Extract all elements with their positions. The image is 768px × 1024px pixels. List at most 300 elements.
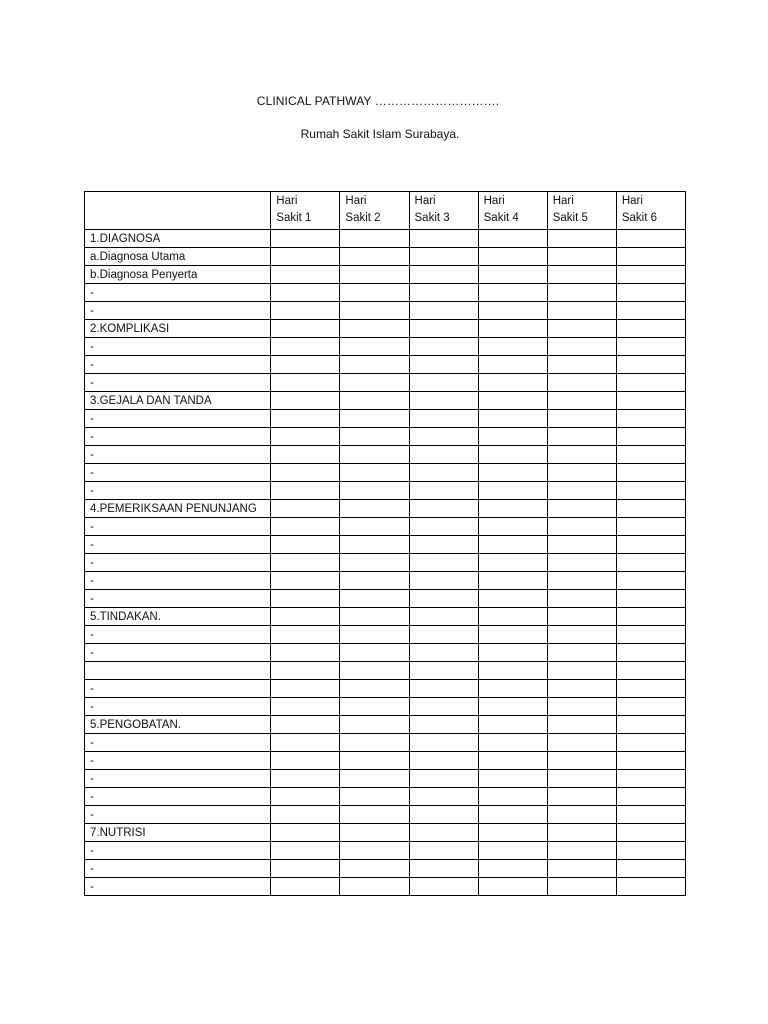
day-2-cell[interactable] (340, 878, 409, 896)
day-1-cell[interactable] (271, 428, 340, 446)
day-1-cell[interactable] (271, 284, 340, 302)
day-4-cell[interactable] (478, 554, 547, 572)
day-4-cell[interactable] (478, 482, 547, 500)
day-6-cell[interactable] (616, 248, 685, 266)
table-row (85, 356, 686, 374)
day-5-cell[interactable] (547, 716, 616, 734)
row-label: 1.DIAGNOSA (85, 230, 271, 248)
day-6-cell[interactable] (616, 788, 685, 806)
table-row (85, 320, 686, 338)
row-label: - (85, 338, 271, 356)
row-label: - (85, 554, 271, 572)
day-4-cell[interactable] (478, 536, 547, 554)
day-1-cell[interactable] (271, 374, 340, 392)
day-3-cell[interactable] (409, 788, 478, 806)
day-3-cell[interactable] (409, 698, 478, 716)
day-1-cell[interactable] (271, 320, 340, 338)
table-row (85, 716, 686, 734)
day-4-cell[interactable] (478, 284, 547, 302)
day-1-cell[interactable] (271, 500, 340, 518)
row-label: 7.NUTRISI (85, 824, 271, 842)
day-1-cell[interactable] (271, 482, 340, 500)
day-2-cell[interactable] (340, 248, 409, 266)
day-6-cell[interactable] (616, 518, 685, 536)
table-row (85, 878, 686, 896)
day-2-cell[interactable] (340, 302, 409, 320)
day-6-cell[interactable] (616, 806, 685, 824)
day-4-cell[interactable] (478, 680, 547, 698)
day-5-cell[interactable] (547, 446, 616, 464)
day-6-cell[interactable] (616, 356, 685, 374)
day-4-cell[interactable] (478, 500, 547, 518)
day-4-cell[interactable] (478, 230, 547, 248)
table-row (85, 734, 686, 752)
day-1-cell[interactable] (271, 518, 340, 536)
day-2-cell[interactable] (340, 680, 409, 698)
day-5-cell[interactable] (547, 752, 616, 770)
row-label: - (85, 752, 271, 770)
table-row (85, 752, 686, 770)
header-day-6-line2: Sakit 6 (621, 212, 658, 224)
day-6-cell[interactable] (616, 410, 685, 428)
day-5-cell[interactable] (547, 266, 616, 284)
day-2-cell[interactable] (340, 662, 409, 680)
day-2-cell[interactable] (340, 446, 409, 464)
clinical-pathway-table (84, 191, 686, 896)
row-label: - (85, 770, 271, 788)
row-label: - (85, 860, 271, 878)
day-1-cell[interactable] (271, 806, 340, 824)
day-5-cell[interactable] (547, 338, 616, 356)
day-2-cell[interactable] (340, 860, 409, 878)
table-row (85, 590, 686, 608)
row-label: - (85, 644, 271, 662)
day-5-cell[interactable] (547, 788, 616, 806)
day-5-cell[interactable] (547, 590, 616, 608)
day-3-cell[interactable] (409, 644, 478, 662)
day-4-cell[interactable] (478, 878, 547, 896)
day-5-cell[interactable] (547, 608, 616, 626)
day-2-cell[interactable] (340, 572, 409, 590)
day-4-cell[interactable] (478, 392, 547, 410)
day-3-cell[interactable] (409, 446, 478, 464)
day-5-cell[interactable] (547, 356, 616, 374)
row-label: b.Diagnosa Penyerta (85, 266, 271, 284)
day-6-cell[interactable] (616, 824, 685, 842)
day-3-cell[interactable] (409, 356, 478, 374)
row-label: - (85, 536, 271, 554)
day-6-cell[interactable] (616, 338, 685, 356)
table-row (85, 824, 686, 842)
table-row (85, 680, 686, 698)
header-day-5-line2: Sakit 5 (552, 212, 588, 224)
row-label: - (85, 698, 271, 716)
day-2-cell[interactable] (340, 824, 409, 842)
day-2-cell[interactable] (340, 608, 409, 626)
day-4-cell[interactable] (478, 788, 547, 806)
day-5-cell[interactable] (547, 284, 616, 302)
day-5-cell[interactable] (547, 248, 616, 266)
day-3-cell[interactable] (409, 392, 478, 410)
day-5-cell[interactable] (547, 842, 616, 860)
day-6-cell[interactable] (616, 482, 685, 500)
day-6-cell[interactable] (616, 428, 685, 446)
header-day-4-line1: Hari (483, 195, 505, 207)
day-3-cell[interactable] (409, 752, 478, 770)
day-3-cell[interactable] (409, 626, 478, 644)
day-3-cell[interactable] (409, 680, 478, 698)
row-label: - (85, 518, 271, 536)
day-6-cell[interactable] (616, 698, 685, 716)
day-3-cell[interactable] (409, 860, 478, 878)
table-row (85, 536, 686, 554)
day-1-cell[interactable] (271, 302, 340, 320)
row-label: 5.PENGOBATAN. (85, 716, 271, 734)
row-label: - (85, 374, 271, 392)
day-2-cell[interactable] (340, 590, 409, 608)
day-4-cell[interactable] (478, 752, 547, 770)
table-row (85, 662, 686, 680)
table-row (85, 266, 686, 284)
day-6-cell[interactable] (616, 770, 685, 788)
row-label: - (85, 464, 271, 482)
day-6-cell[interactable] (616, 266, 685, 284)
day-1-cell[interactable] (271, 842, 340, 860)
day-5-cell[interactable] (547, 482, 616, 500)
day-6-cell[interactable] (616, 734, 685, 752)
day-1-cell[interactable] (271, 572, 340, 590)
day-1-cell[interactable] (271, 662, 340, 680)
day-3-cell[interactable] (409, 266, 478, 284)
table-row (85, 284, 686, 302)
day-3-cell[interactable] (409, 248, 478, 266)
row-label: - (85, 680, 271, 698)
day-4-cell[interactable] (478, 338, 547, 356)
day-1-cell[interactable] (271, 338, 340, 356)
day-2-cell[interactable] (340, 410, 409, 428)
header-day-4-line2: Sakit 4 (483, 212, 519, 224)
day-6-cell[interactable] (616, 536, 685, 554)
day-2-cell[interactable] (340, 644, 409, 662)
row-label (85, 662, 271, 680)
table-row (85, 698, 686, 716)
day-4-cell[interactable] (478, 842, 547, 860)
day-6-cell[interactable] (616, 446, 685, 464)
day-2-cell[interactable] (340, 266, 409, 284)
day-5-cell[interactable] (547, 374, 616, 392)
day-3-cell[interactable] (409, 338, 478, 356)
day-1-cell[interactable] (271, 536, 340, 554)
day-1-cell[interactable] (271, 788, 340, 806)
day-2-cell[interactable] (340, 482, 409, 500)
table-row (85, 518, 686, 536)
row-label: - (85, 410, 271, 428)
day-5-cell[interactable] (547, 392, 616, 410)
header-day-5-line1: Hari (552, 195, 574, 207)
day-6-cell[interactable] (616, 500, 685, 518)
day-3-cell[interactable] (409, 770, 478, 788)
day-6-cell[interactable] (616, 230, 685, 248)
day-2-cell[interactable] (340, 734, 409, 752)
day-1-cell[interactable] (271, 356, 340, 374)
day-3-cell[interactable] (409, 878, 478, 896)
day-6-cell[interactable] (616, 680, 685, 698)
day-4-cell[interactable] (478, 734, 547, 752)
day-5-cell[interactable] (547, 302, 616, 320)
day-6-cell[interactable] (616, 392, 685, 410)
day-1-cell[interactable] (271, 392, 340, 410)
day-1-cell[interactable] (271, 680, 340, 698)
day-3-cell[interactable] (409, 842, 478, 860)
day-2-cell[interactable] (340, 428, 409, 446)
day-3-cell[interactable] (409, 806, 478, 824)
day-4-cell[interactable] (478, 374, 547, 392)
header-day-6 (616, 192, 685, 230)
row-label: 2.KOMPLIKASI (85, 320, 271, 338)
day-6-cell[interactable] (616, 464, 685, 482)
day-4-cell[interactable] (478, 824, 547, 842)
day-6-cell[interactable] (616, 644, 685, 662)
row-label: a.Diagnosa Utama (85, 248, 271, 266)
table-row (85, 302, 686, 320)
day-2-cell[interactable] (340, 500, 409, 518)
row-label: - (85, 626, 271, 644)
row-label: - (85, 428, 271, 446)
day-5-cell[interactable] (547, 410, 616, 428)
day-5-cell[interactable] (547, 554, 616, 572)
day-2-cell[interactable] (340, 338, 409, 356)
day-1-cell[interactable] (271, 554, 340, 572)
day-3-cell[interactable] (409, 230, 478, 248)
day-2-cell[interactable] (340, 788, 409, 806)
row-label: 5.TINDAKAN. (85, 608, 271, 626)
day-1-cell[interactable] (271, 608, 340, 626)
day-1-cell[interactable] (271, 446, 340, 464)
day-4-cell[interactable] (478, 662, 547, 680)
day-3-cell[interactable] (409, 572, 478, 590)
day-4-cell[interactable] (478, 248, 547, 266)
page-title: CLINICAL PATHWAY …………………………. (256, 94, 500, 108)
day-6-cell[interactable] (616, 860, 685, 878)
day-1-cell[interactable] (271, 626, 340, 644)
day-3-cell[interactable] (409, 320, 478, 338)
day-2-cell[interactable] (340, 536, 409, 554)
day-4-cell[interactable] (478, 590, 547, 608)
day-2-cell[interactable] (340, 554, 409, 572)
day-4-cell[interactable] (478, 518, 547, 536)
day-1-cell[interactable] (271, 590, 340, 608)
table-row (85, 392, 686, 410)
day-2-cell[interactable] (340, 230, 409, 248)
table-row (85, 464, 686, 482)
day-2-cell[interactable] (340, 770, 409, 788)
day-5-cell[interactable] (547, 230, 616, 248)
row-label: - (85, 788, 271, 806)
day-3-cell[interactable] (409, 662, 478, 680)
day-2-cell[interactable] (340, 752, 409, 770)
day-6-cell[interactable] (616, 374, 685, 392)
header-day-3 (409, 192, 478, 230)
day-1-cell[interactable] (271, 716, 340, 734)
table-row (85, 572, 686, 590)
day-1-cell[interactable] (271, 734, 340, 752)
day-3-cell[interactable] (409, 554, 478, 572)
day-5-cell[interactable] (547, 824, 616, 842)
header-day-3-line2: Sakit 3 (414, 212, 450, 224)
day-4-cell[interactable] (478, 572, 547, 590)
day-6-cell[interactable] (616, 842, 685, 860)
day-5-cell[interactable] (547, 734, 616, 752)
day-6-cell[interactable] (616, 572, 685, 590)
day-5-cell[interactable] (547, 860, 616, 878)
day-4-cell[interactable] (478, 410, 547, 428)
day-1-cell[interactable] (271, 230, 340, 248)
day-3-cell[interactable] (409, 590, 478, 608)
row-label: - (85, 590, 271, 608)
day-4-cell[interactable] (478, 446, 547, 464)
day-4-cell[interactable] (478, 302, 547, 320)
day-4-cell[interactable] (478, 644, 547, 662)
table-row (85, 644, 686, 662)
day-3-cell[interactable] (409, 824, 478, 842)
day-3-cell[interactable] (409, 608, 478, 626)
day-1-cell[interactable] (271, 824, 340, 842)
day-4-cell[interactable] (478, 608, 547, 626)
day-6-cell[interactable] (616, 752, 685, 770)
day-5-cell[interactable] (547, 626, 616, 644)
day-1-cell[interactable] (271, 464, 340, 482)
day-4-cell[interactable] (478, 860, 547, 878)
day-6-cell[interactable] (616, 626, 685, 644)
day-5-cell[interactable] (547, 320, 616, 338)
day-1-cell[interactable] (271, 266, 340, 284)
row-label: - (85, 806, 271, 824)
table-row (85, 500, 686, 518)
day-6-cell[interactable] (616, 878, 685, 896)
table-row (85, 788, 686, 806)
day-1-cell[interactable] (271, 770, 340, 788)
day-6-cell[interactable] (616, 284, 685, 302)
table-row (85, 410, 686, 428)
day-4-cell[interactable] (478, 716, 547, 734)
header-day-1 (271, 192, 340, 230)
day-5-cell[interactable] (547, 806, 616, 824)
day-3-cell[interactable] (409, 410, 478, 428)
day-4-cell[interactable] (478, 266, 547, 284)
day-2-cell[interactable] (340, 842, 409, 860)
day-2-cell[interactable] (340, 806, 409, 824)
day-1-cell[interactable] (271, 410, 340, 428)
header-day-3-line1: Hari (414, 195, 436, 207)
day-5-cell[interactable] (547, 770, 616, 788)
day-1-cell[interactable] (271, 644, 340, 662)
day-4-cell[interactable] (478, 464, 547, 482)
day-5-cell[interactable] (547, 428, 616, 446)
table-row (85, 806, 686, 824)
day-4-cell[interactable] (478, 320, 547, 338)
day-2-cell[interactable] (340, 464, 409, 482)
day-5-cell[interactable] (547, 464, 616, 482)
day-1-cell[interactable] (271, 752, 340, 770)
day-4-cell[interactable] (478, 806, 547, 824)
day-6-cell[interactable] (616, 608, 685, 626)
day-6-cell[interactable] (616, 302, 685, 320)
header-label-cell (85, 192, 271, 230)
day-4-cell[interactable] (478, 698, 547, 716)
header-day-4 (478, 192, 547, 230)
day-5-cell[interactable] (547, 662, 616, 680)
header-day-2-line2: Sakit 2 (345, 212, 381, 224)
row-label: - (85, 878, 271, 896)
day-6-cell[interactable] (616, 716, 685, 734)
day-3-cell[interactable] (409, 716, 478, 734)
day-1-cell[interactable] (271, 248, 340, 266)
day-5-cell[interactable] (547, 572, 616, 590)
day-5-cell[interactable] (547, 518, 616, 536)
day-2-cell[interactable] (340, 716, 409, 734)
table-row (85, 230, 686, 248)
day-2-cell[interactable] (340, 518, 409, 536)
day-5-cell[interactable] (547, 878, 616, 896)
day-5-cell[interactable] (547, 536, 616, 554)
day-1-cell[interactable] (271, 860, 340, 878)
day-1-cell[interactable] (271, 698, 340, 716)
day-3-cell[interactable] (409, 374, 478, 392)
day-2-cell[interactable] (340, 284, 409, 302)
day-4-cell[interactable] (478, 626, 547, 644)
day-3-cell[interactable] (409, 734, 478, 752)
day-5-cell[interactable] (547, 500, 616, 518)
day-3-cell[interactable] (409, 428, 478, 446)
table-row (85, 860, 686, 878)
table-header-row (85, 192, 686, 230)
day-6-cell[interactable] (616, 662, 685, 680)
table-row (85, 446, 686, 464)
day-3-cell[interactable] (409, 500, 478, 518)
day-4-cell[interactable] (478, 428, 547, 446)
day-6-cell[interactable] (616, 554, 685, 572)
day-5-cell[interactable] (547, 698, 616, 716)
table-row (85, 428, 686, 446)
day-3-cell[interactable] (409, 518, 478, 536)
day-2-cell[interactable] (340, 356, 409, 374)
table-body (85, 230, 686, 896)
day-6-cell[interactable] (616, 590, 685, 608)
day-2-cell[interactable] (340, 374, 409, 392)
table-row (85, 482, 686, 500)
day-3-cell[interactable] (409, 464, 478, 482)
row-label: 3.GEJALA DAN TANDA (85, 392, 271, 410)
day-2-cell[interactable] (340, 392, 409, 410)
day-1-cell[interactable] (271, 878, 340, 896)
row-label: - (85, 842, 271, 860)
day-3-cell[interactable] (409, 284, 478, 302)
day-6-cell[interactable] (616, 320, 685, 338)
day-3-cell[interactable] (409, 536, 478, 554)
day-2-cell[interactable] (340, 626, 409, 644)
day-2-cell[interactable] (340, 698, 409, 716)
day-5-cell[interactable] (547, 680, 616, 698)
day-2-cell[interactable] (340, 320, 409, 338)
day-4-cell[interactable] (478, 356, 547, 374)
header-day-2 (340, 192, 409, 230)
table-row (85, 554, 686, 572)
table-row (85, 608, 686, 626)
day-3-cell[interactable] (409, 302, 478, 320)
day-3-cell[interactable] (409, 482, 478, 500)
day-5-cell[interactable] (547, 644, 616, 662)
day-4-cell[interactable] (478, 770, 547, 788)
